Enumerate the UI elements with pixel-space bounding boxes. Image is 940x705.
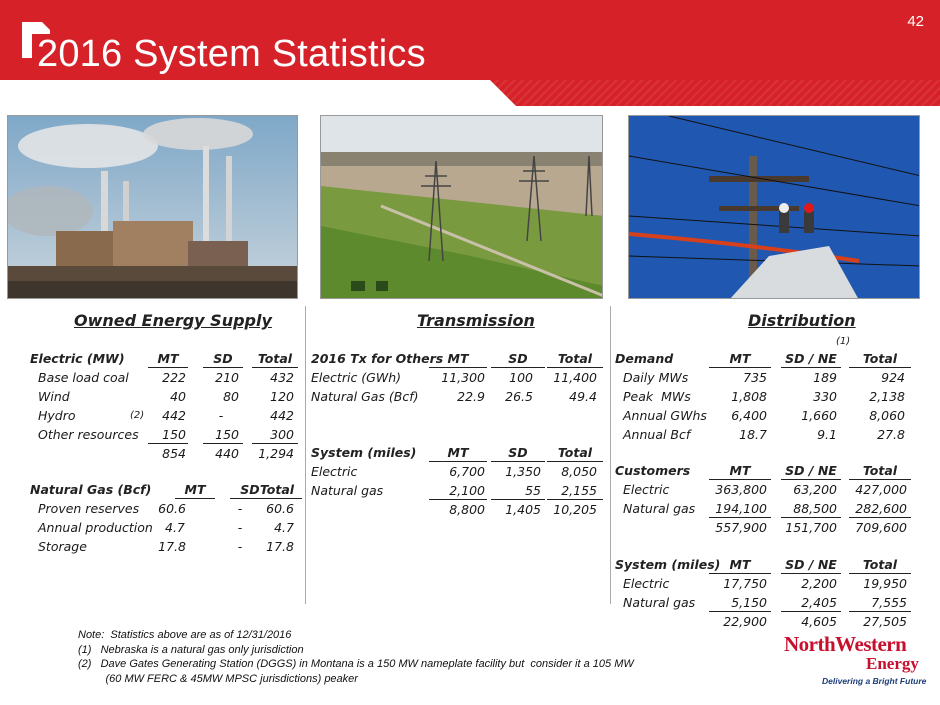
- note-line: (60 MW FERC & 45MW MPSC jurisdictions) peaker: [78, 672, 358, 685]
- mt-value: 18.7: [739, 427, 767, 442]
- distribution-miles-table: [615, 556, 910, 632]
- header-sd-ne: SD / NE: [781, 556, 841, 574]
- divider-left: [305, 306, 306, 604]
- sd-total: 440: [215, 446, 239, 461]
- transmission-miles-table: [311, 444, 603, 520]
- row-label: Base load coal: [38, 370, 129, 385]
- sd-ne-value: 9.1: [817, 427, 837, 442]
- header-label: Electric (MW): [30, 351, 125, 366]
- mt-value: 194,100: [709, 500, 771, 518]
- mt-value: 150: [148, 426, 188, 444]
- owned-energy-title: Owned Energy Supply: [74, 311, 272, 330]
- header-sd: SD: [230, 481, 270, 499]
- grand-total: 1,294: [258, 446, 294, 461]
- sd-value: -: [218, 408, 224, 423]
- mt-total: 557,900: [715, 520, 767, 535]
- row-label: Natural gas: [623, 501, 696, 516]
- mt-value: 222: [162, 370, 186, 385]
- natural-gas-bcf-table: [30, 481, 298, 557]
- hydro-note-mark: (2): [130, 410, 145, 421]
- lineworkers-photo: [628, 115, 920, 299]
- total-value: 60.6: [266, 501, 294, 516]
- sd-value: 210: [215, 370, 239, 385]
- mt-value: 2,100: [429, 482, 487, 500]
- sd-value: 100: [509, 370, 533, 385]
- mt-value: 11,300: [441, 370, 485, 385]
- tx-for-others-table: [311, 350, 603, 404]
- sd-value: 55: [491, 482, 545, 500]
- mt-value: 4.7: [165, 520, 185, 535]
- row-label: Natural Gas (Bcf): [311, 389, 419, 404]
- header-sd: SD: [491, 350, 545, 368]
- sd-value: 26.5: [505, 389, 533, 404]
- mt-value: 363,800: [715, 482, 767, 497]
- sd-ne-total: 4,605: [801, 614, 837, 629]
- header-mt: MT: [175, 481, 215, 499]
- mt-value: 1,808: [731, 389, 767, 404]
- header-sd-ne: SD / NE: [781, 350, 841, 368]
- distribution-title: Distribution: [748, 311, 856, 330]
- header-mt: MT: [148, 350, 188, 368]
- header-total: Total: [849, 556, 911, 574]
- page-number: 42: [907, 13, 924, 30]
- sd-ne-value: 2,405: [781, 594, 841, 612]
- sd-ne-value: 330: [813, 389, 837, 404]
- power-plant-photo: [7, 115, 298, 299]
- header-total: Total: [849, 350, 911, 368]
- mt-value: 60.6: [158, 501, 186, 516]
- sd-ne-value: 1,660: [801, 408, 837, 423]
- header-mt: MT: [429, 444, 487, 462]
- mt-total: 22,900: [723, 614, 767, 629]
- header-mt: MT: [709, 462, 771, 480]
- header-total: Total: [252, 481, 302, 499]
- mt-total: 8,800: [449, 502, 485, 517]
- row-label: Electric: [623, 576, 670, 591]
- total-value: 19,950: [863, 576, 907, 591]
- total-value: 427,000: [855, 482, 907, 497]
- total-value: 442: [270, 408, 294, 423]
- header-sd-ne: SD / NE: [781, 462, 841, 480]
- header-label: Demand: [615, 351, 674, 366]
- electric-mw-table: [30, 350, 298, 462]
- note-line: (2) Dave Gates Generating Station (DGGS) in Montana is a 150 MW nameplate facility but consider it a 105 MW: [78, 658, 634, 670]
- demand-table: [615, 350, 910, 446]
- row-label: Electric (GWh): [311, 370, 402, 385]
- transmission-towers-photo: [320, 115, 603, 299]
- total-value: 49.4: [569, 389, 597, 404]
- header-mt: MT: [709, 350, 771, 368]
- grand-total: 709,600: [855, 520, 907, 535]
- sd-ne-value: 63,200: [793, 482, 837, 497]
- northwestern-energy-logo: [784, 632, 927, 686]
- sd-ne-value: 189: [813, 370, 837, 385]
- mt-value: 17,750: [723, 576, 767, 591]
- total-value: 7,555: [849, 594, 911, 612]
- header-sd: SD: [491, 444, 545, 462]
- sd-value: 80: [223, 389, 239, 404]
- grand-total: 10,205: [553, 502, 597, 517]
- footnotes: [78, 628, 634, 686]
- nebraska-note-mark: (1): [836, 336, 851, 347]
- total-value: 2,138: [869, 389, 905, 404]
- mt-value: 6,400: [731, 408, 767, 423]
- header-total: Total: [252, 350, 298, 368]
- total-value: 17.8: [266, 539, 294, 554]
- customers-table: [615, 462, 910, 538]
- sd-ne-value: 88,500: [781, 500, 841, 518]
- row-label: Daily MWs: [623, 370, 689, 385]
- mt-value: 17.8: [158, 539, 186, 554]
- mt-value: 6,700: [449, 464, 485, 479]
- row-label: Annual production: [38, 520, 153, 535]
- total-value: 8,050: [561, 464, 597, 479]
- total-value: 924: [881, 370, 905, 385]
- header-label: Natural Gas (Bcf): [30, 482, 152, 497]
- header-total: Total: [547, 444, 603, 462]
- total-value: 120: [270, 389, 294, 404]
- row-label: Annual GWhs: [623, 408, 707, 423]
- mt-value: 40: [170, 389, 186, 404]
- row-label: Peak MWs: [623, 389, 691, 404]
- header-sd: SD: [203, 350, 243, 368]
- header-mt: MT: [429, 350, 487, 368]
- mt-value: 735: [743, 370, 767, 385]
- row-label: Storage: [38, 539, 87, 554]
- grand-total: 27,505: [863, 614, 907, 629]
- header-total: Total: [547, 350, 603, 368]
- total-value: 2,155: [547, 482, 603, 500]
- row-label: Electric: [311, 464, 358, 479]
- row-label: Other resources: [38, 427, 139, 442]
- sd-ne-value: 2,200: [801, 576, 837, 591]
- sd-value: -: [237, 501, 243, 516]
- logo-tagline: Delivering a Bright Future: [822, 676, 927, 686]
- row-label: Hydro: [38, 408, 76, 423]
- note-line: Note: Statistics above are as of 12/31/2016: [78, 629, 292, 641]
- total-value: 27.8: [877, 427, 905, 442]
- sd-value: -: [237, 520, 243, 535]
- total-value: 300: [252, 426, 298, 444]
- mt-total: 854: [162, 446, 186, 461]
- mt-value: 22.9: [457, 389, 485, 404]
- sd-ne-total: 151,700: [785, 520, 837, 535]
- row-label: Proven reserves: [38, 501, 140, 516]
- divider-right: [610, 306, 611, 604]
- page-title: 2016 System Statistics: [37, 33, 426, 75]
- row-label: Wind: [38, 389, 70, 404]
- row-label: Electric: [623, 482, 670, 497]
- total-value: 432: [270, 370, 294, 385]
- sd-total: 1,405: [505, 502, 541, 517]
- sd-value: -: [237, 539, 243, 554]
- header-label: System (miles): [615, 557, 721, 572]
- header-banner: [0, 0, 940, 80]
- logo-name: NorthWestern: [784, 632, 907, 656]
- header-label: 2016 Tx for Others: [311, 351, 444, 366]
- mt-value: 442: [162, 408, 186, 423]
- row-label: Natural gas: [623, 595, 696, 610]
- sd-value: 1,350: [505, 464, 541, 479]
- row-label: Annual Bcf: [623, 427, 691, 442]
- total-value: 11,400: [553, 370, 597, 385]
- header-total: Total: [849, 462, 911, 480]
- row-label: Natural gas: [311, 483, 384, 498]
- header-mt: MT: [709, 556, 771, 574]
- header-label: System (miles): [311, 445, 417, 460]
- total-value: 282,600: [849, 500, 911, 518]
- header-stripe: [490, 80, 940, 106]
- transmission-title: Transmission: [417, 311, 535, 330]
- header-label: Customers: [615, 463, 691, 478]
- logo-sub: Energy: [866, 654, 919, 673]
- total-value: 8,060: [869, 408, 905, 423]
- mt-value: 5,150: [709, 594, 771, 612]
- total-value: 4.7: [274, 520, 294, 535]
- sd-value: 150: [203, 426, 243, 444]
- note-line: (1) Nebraska is a natural gas only jurisdiction: [78, 643, 304, 656]
